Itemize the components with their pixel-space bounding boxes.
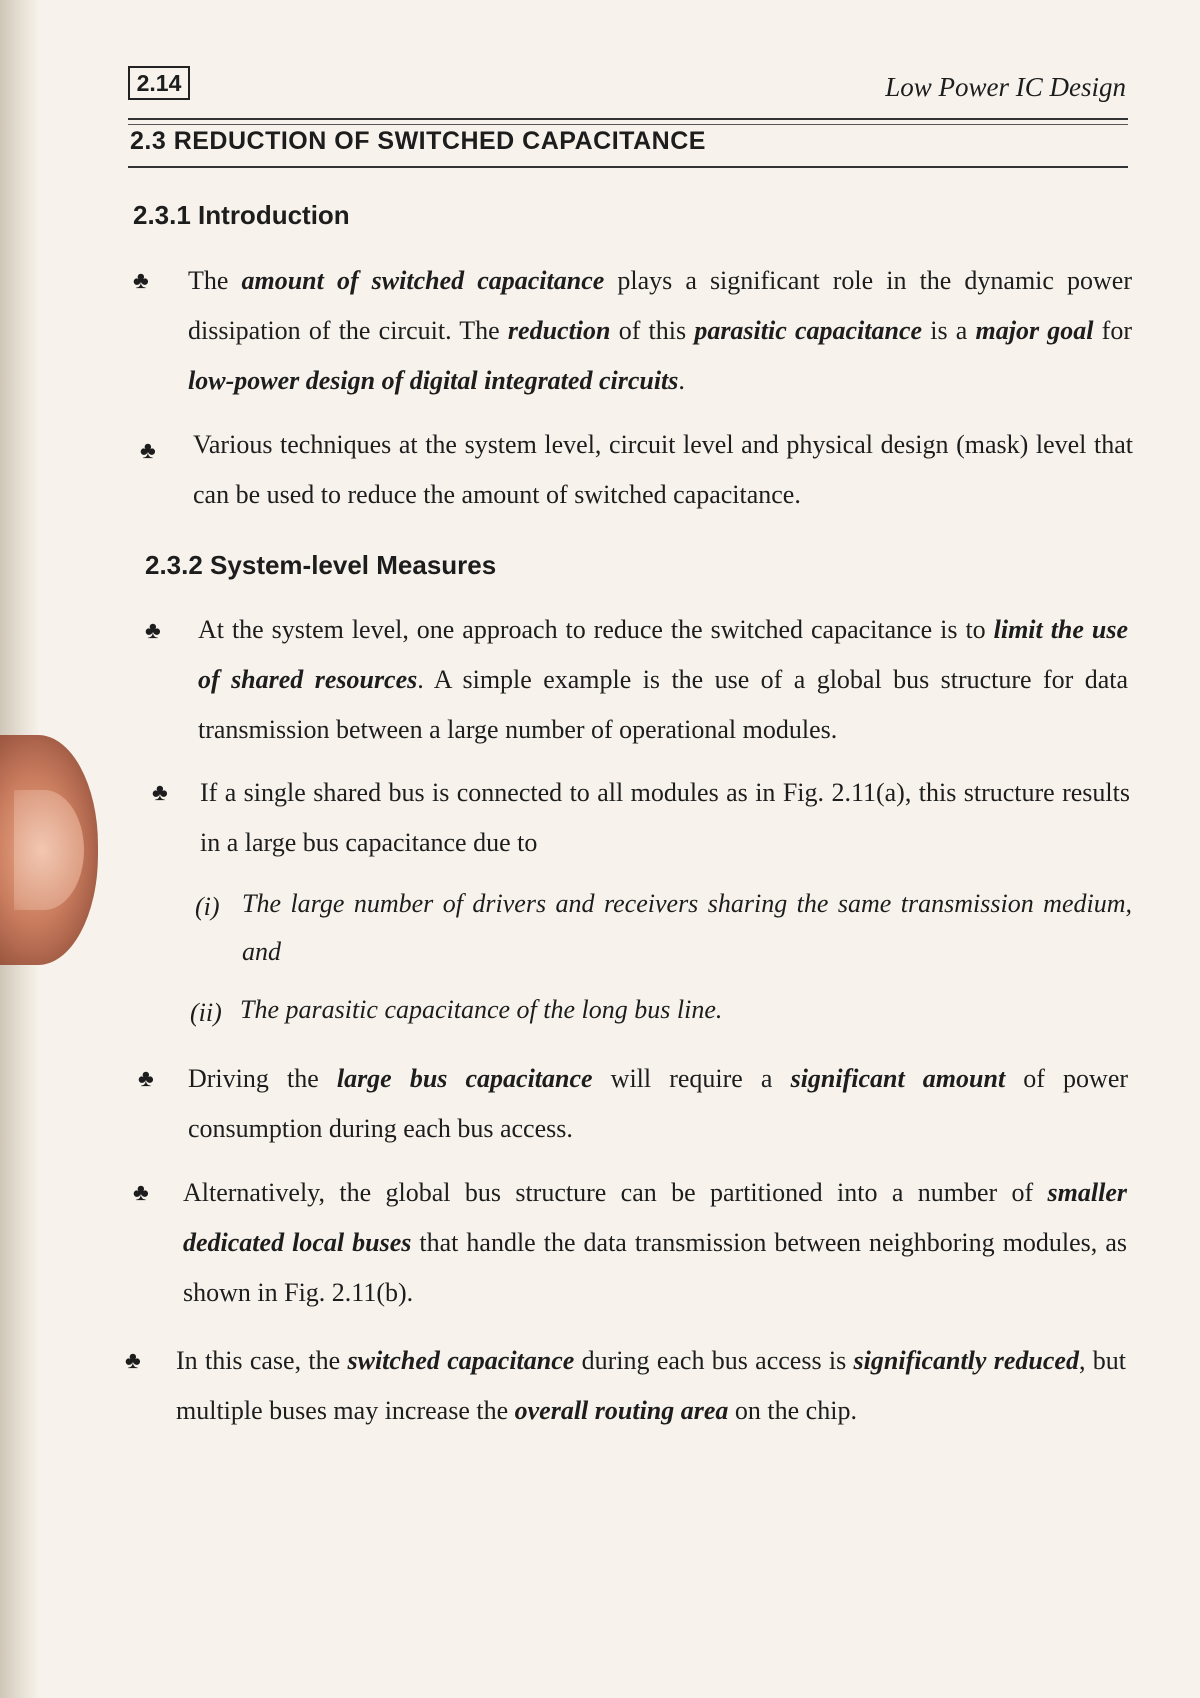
section-rule [128,166,1128,168]
header-rule-thin [128,124,1128,125]
club-bullet-icon: ♣ [145,618,161,644]
paragraph-system-1: At the system level, one approach to reduce the switched capacitance is to limit the use of shared resources. A simple example is the use of a global bus structure for data transmission between a large number of operational modules. [198,615,1128,744]
paragraph-system-2: If a single shared bus is connected to all modules as in Fig. 2.11(a), this structure results in a large bus capacitance due to [200,778,1130,857]
list-item-number: (i) [195,892,220,921]
paragraph-system-4: Alternatively, the global bus structure can be partitioned into a number of smaller dedicated local buses that handle the data transmission between neighboring modules, as shown in Fig. 2.11(b). [183,1178,1127,1307]
header-rule [128,118,1128,120]
club-bullet-icon: ♣ [138,1066,154,1092]
club-bullet-icon: ♣ [140,438,156,464]
paragraph-system-3: Driving the large bus capacitance will require a significant amount of power consumption during each bus access. [188,1064,1129,1143]
club-bullet-icon: ♣ [133,1180,149,1206]
page-number: 2.14 [128,66,190,100]
paragraph-intro-1: The amount of switched capacitance plays a significant role in the dynamic power dissipation of the circuit. The reduction of this parasitic capacitance is a major goal for low-power design of digital integrated circuits. [188,266,1132,395]
club-bullet-icon: ♣ [125,1348,141,1374]
subsection-title-introduction: 2.3.1 Introduction [133,200,350,230]
running-head: Low Power IC Design [885,72,1126,102]
section-title: 2.3 REDUCTION OF SWITCHED CAPACITANCE [130,127,706,155]
subsection-title-system-level: 2.3.2 System-level Measures [145,550,497,580]
paragraph-system-5: In this case, the switched capacitance during each bus access is significantly reduced, but multiple buses may increase the overall routing area on the chip. [176,1346,1126,1425]
page-header [128,62,1126,106]
list-item-text: The large number of drivers and receivers sharing the same transmission medium, and [242,889,1132,966]
list-item-text: The parasitic capacitance of the long bus line. [240,995,723,1024]
club-bullet-icon: ♣ [152,780,168,806]
paragraph-intro-2: Various techniques at the system level, circuit level and physical design (mask) level that can be used to reduce the amount of switched capacitance. [193,430,1133,509]
list-item-number: (ii) [190,998,222,1027]
club-bullet-icon: ♣ [133,268,149,294]
